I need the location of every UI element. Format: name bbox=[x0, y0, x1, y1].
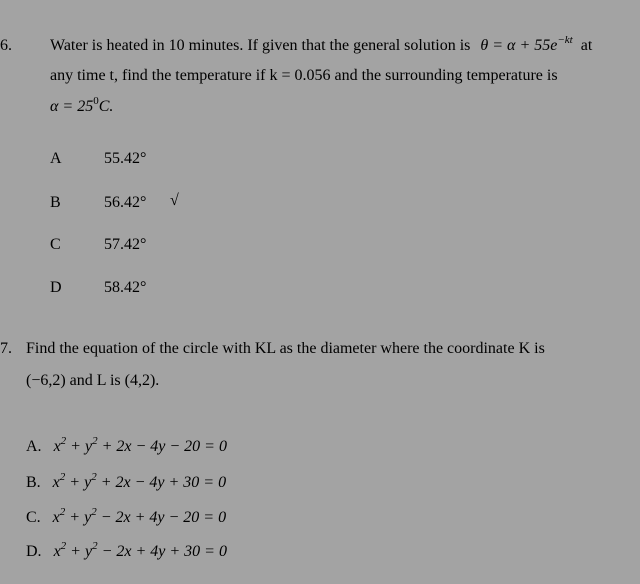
q7-line1: Find the equation of the circle with KL as the diameter where the coordinate K is bbox=[26, 340, 545, 357]
q7-option-c-xsq: 2 bbox=[59, 506, 66, 518]
q7-option-a-equation bbox=[53, 435, 227, 455]
q7-option-d-ysq: 2 bbox=[92, 540, 98, 552]
q6-line2: any time t, find the temperature if k = 0.056 and the surrounding temperature is bbox=[50, 67, 558, 84]
q6-celsius: C. bbox=[98, 98, 114, 115]
q6-number: 6. bbox=[0, 37, 12, 54]
q7-option-c-ysq: 2 bbox=[91, 506, 97, 518]
q7-option-d-letter: D. bbox=[26, 543, 42, 560]
q7-option-a-rest: + 2x − 4y − 20 = 0 bbox=[101, 438, 227, 455]
q6-formula bbox=[480, 34, 576, 54]
q7-option-c bbox=[26, 508, 226, 529]
q7-option-a-ysq: 2 bbox=[92, 435, 98, 447]
checkmark-icon: √ bbox=[170, 192, 179, 209]
q7-option-b-x: x bbox=[52, 474, 60, 491]
q6-option-a-letter: A bbox=[50, 150, 62, 167]
q6-alpha-eq: α = 25 bbox=[50, 98, 94, 115]
q7-option-b-equation bbox=[52, 471, 227, 491]
q6-formula-main: θ = α + 55e bbox=[480, 37, 558, 54]
q7-option-d bbox=[26, 542, 227, 563]
q6-line3 bbox=[50, 97, 113, 118]
q6-degree-sup: 0 bbox=[93, 95, 99, 107]
q6-option-b-letter: B bbox=[50, 194, 61, 211]
q7-option-d-xsq: 2 bbox=[60, 540, 67, 552]
q7-option-c-rest: − 2x + 4y − 20 = 0 bbox=[100, 509, 227, 526]
q7-option-b-xsq: 2 bbox=[59, 471, 66, 483]
q7-option-b-y: + y bbox=[69, 474, 92, 491]
q7-option-b bbox=[26, 473, 226, 494]
q6-option-c-letter: C bbox=[50, 236, 61, 253]
q6-line1-text: Water is heated in 10 minutes. If given that the general solution is bbox=[50, 37, 471, 54]
q7-option-b-ysq: 2 bbox=[91, 471, 97, 483]
q7-line2: (−6,2) and L is (4,2). bbox=[26, 372, 160, 389]
q7-option-a-xsq: 2 bbox=[60, 435, 67, 447]
q7-option-a-letter: A. bbox=[26, 438, 42, 455]
q7-option-a-y: + y bbox=[70, 438, 93, 455]
q6-formula-exp: −kt bbox=[557, 34, 573, 46]
q6-line1 bbox=[50, 36, 592, 57]
q6-line1-tail: at bbox=[580, 37, 593, 54]
q6-option-d-value: 58.42° bbox=[104, 279, 147, 296]
q6-option-a-value: 55.42° bbox=[104, 150, 147, 167]
q7-option-d-equation bbox=[53, 540, 227, 560]
q7-option-c-equation bbox=[52, 506, 227, 526]
q7-option-b-rest: + 2x − 4y + 30 = 0 bbox=[100, 474, 227, 491]
q7-option-b-letter: B. bbox=[26, 474, 41, 491]
q6-option-c-value: 57.42° bbox=[104, 236, 147, 253]
q6-option-d-letter: D bbox=[50, 279, 62, 296]
q7-option-c-y: + y bbox=[69, 509, 92, 526]
q7-option-c-x: x bbox=[52, 509, 60, 526]
q7-option-d-y: + y bbox=[70, 543, 93, 560]
q7-option-d-rest: − 2x + 4y + 30 = 0 bbox=[101, 543, 227, 560]
q7-option-d-x: x bbox=[53, 543, 61, 560]
q7-option-c-letter: C. bbox=[26, 509, 41, 526]
q7-option-a-x: x bbox=[53, 438, 61, 455]
q7-option-a bbox=[26, 437, 227, 458]
q6-option-b-value: 56.42° bbox=[104, 194, 147, 211]
q7-number: 7. bbox=[0, 340, 12, 357]
